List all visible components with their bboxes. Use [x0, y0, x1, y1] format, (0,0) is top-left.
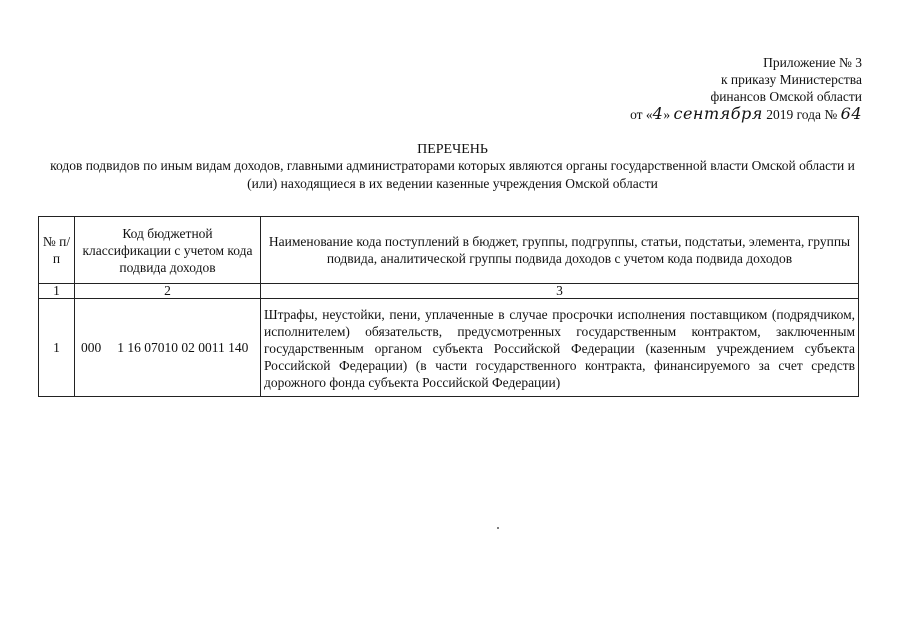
column-number-2: 2: [75, 284, 261, 299]
column-number-row: [39, 284, 859, 299]
order-mid: »: [663, 107, 671, 122]
row-admin-code: 000: [81, 340, 102, 355]
order-prefix: от «: [630, 107, 653, 122]
appendix-line-1: Приложение № 3: [763, 55, 862, 70]
header-cell-number: № п/п: [39, 217, 75, 284]
order-month-handwritten: сентября: [673, 104, 763, 123]
order-number-handwritten: 64: [840, 104, 862, 123]
appendix-line-2: к приказу Министерства: [720, 72, 862, 87]
table-row: [39, 299, 859, 397]
appendix-block: [630, 54, 862, 123]
document-subtitle: кодов подвидов по иным видам доходов, главными администраторами которых являются органы государственной власти Омской области и (или) находящиеся в их ведении казенные учреждения Омской области: [50, 158, 855, 191]
order-year-text: 2019 года №: [766, 107, 838, 122]
appendix-line-3: финансов Омской области: [710, 89, 862, 104]
header-cell-name: Наименование кода поступлений в бюджет, группы, подгруппы, статьи, подстатьи, элемента, группы подвида, аналитической группы подвида доходов с учетом кода подвида доходов: [261, 217, 859, 284]
row-kbk: 1 16 07010 02 0011 140: [117, 340, 249, 355]
column-number-1: 1: [39, 284, 75, 299]
row-name: Штрафы, неустойки, пени, уплаченные в случае просрочки исполнения поставщиком (подрядчиком, исполнителем) обязательств, предусмотренных государственным контрактом, заключенным государственным органом субъекта Российской Федерации (казенным учреждением субъекта Российской Федерации) (в части государственного контракта, финансируемого за счет средств дорожного фонда субъекта Российской Федерации): [261, 299, 859, 397]
row-number: 1: [39, 299, 75, 397]
column-number-3: 3: [261, 284, 859, 299]
header-cell-code: Код бюджетной классификации с учетом кода подвида доходов: [75, 217, 261, 284]
scan-speck: [497, 527, 499, 529]
order-day-handwritten: 4: [652, 104, 664, 123]
order-date-line: [630, 105, 862, 123]
table-header-row: [39, 217, 859, 284]
row-code: [75, 299, 261, 397]
document-title: ПЕРЕЧЕНЬ: [417, 142, 488, 157]
codes-table: [38, 216, 859, 397]
